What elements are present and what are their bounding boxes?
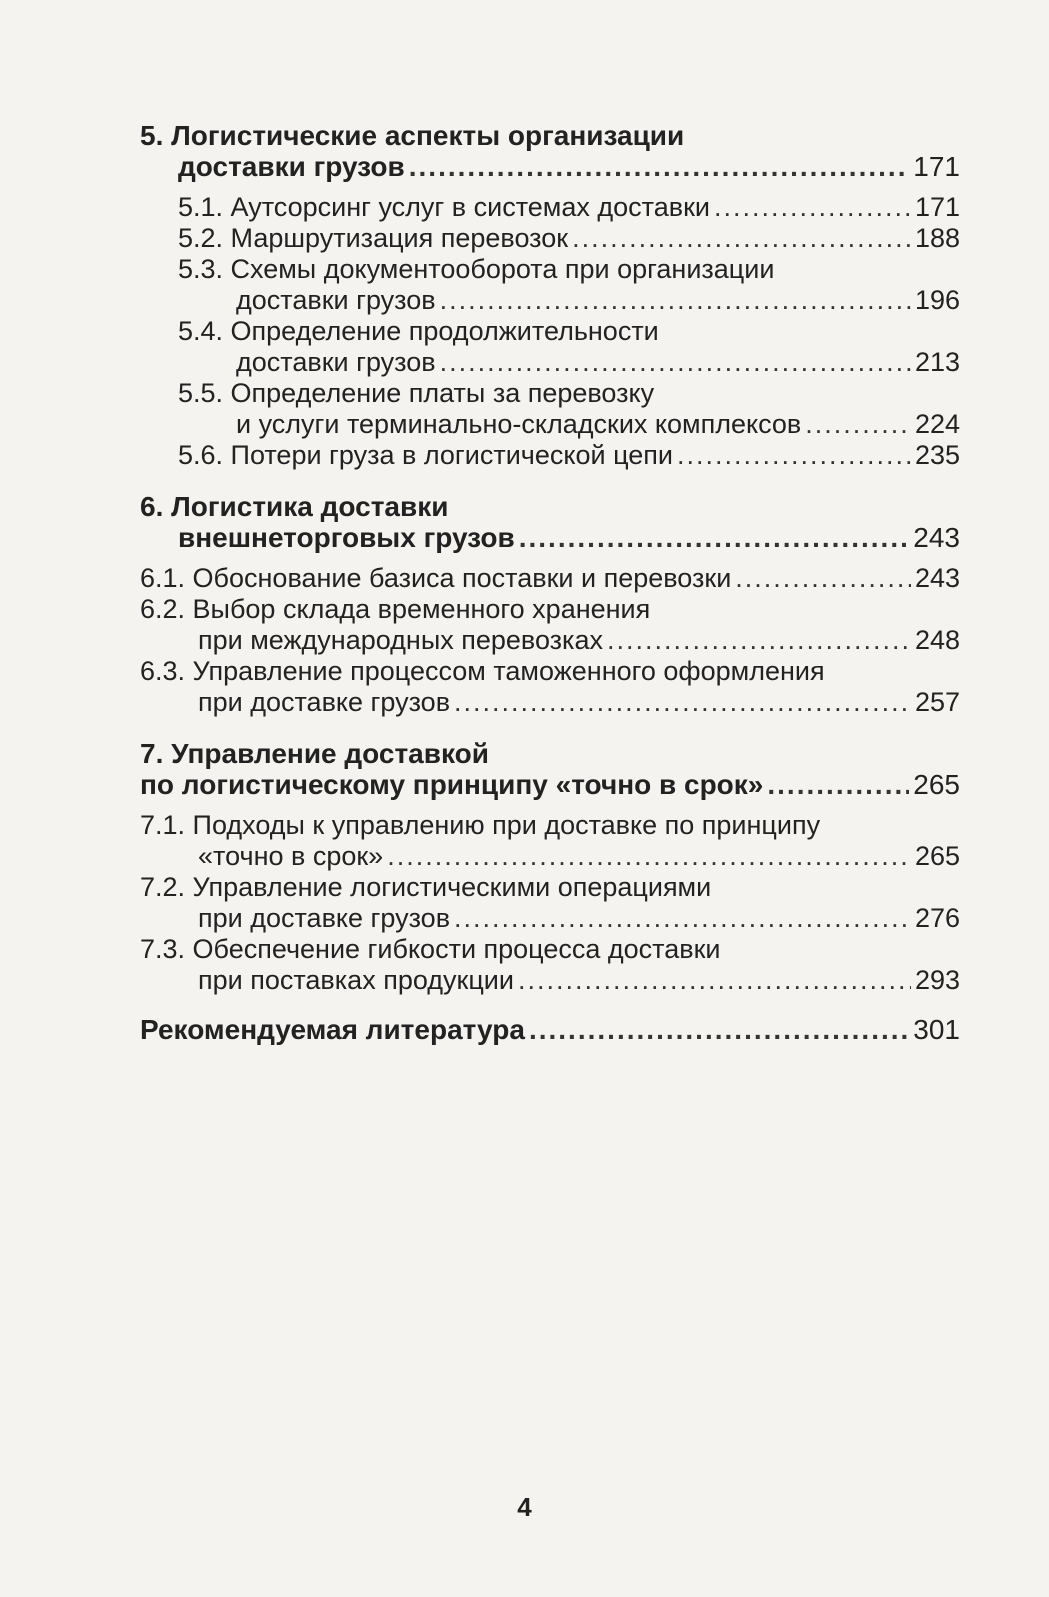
toc-entry (140, 872, 960, 903)
section-title-line (140, 120, 960, 151)
entry-title: 6.3. Управление процессом таможенного оформления (140, 656, 825, 686)
section-title: доставки грузов (178, 151, 405, 182)
page-number: 4 (517, 1492, 532, 1522)
entry-title: 5.4. Определение продолжительности (178, 316, 659, 346)
entry-title: 6.1. Обоснование базиса поставки и перевозки (140, 563, 732, 593)
leader-dots (387, 841, 911, 872)
leader-dots (409, 151, 910, 182)
toc-entry-cont (140, 347, 960, 378)
page-ref: 224 (914, 409, 960, 439)
leader-dots (454, 903, 911, 934)
toc-entry (140, 254, 960, 285)
entry-title: 5.2. Маршрутизация перевозок (178, 223, 569, 253)
section-title-line (140, 491, 960, 522)
table-of-contents (140, 120, 960, 1045)
page-ref: 293 (914, 965, 960, 995)
toc-entry (140, 810, 960, 841)
toc-entry (140, 440, 960, 471)
section-title: внешнеторговых грузов (178, 522, 515, 553)
entry-title: при международных перевозках (198, 625, 603, 655)
entry-title: доставки грузов (236, 285, 436, 315)
leader-dots (607, 625, 911, 656)
entry-title: 5.1. Аутсорсинг услуг в системах доставки (178, 192, 710, 222)
entry-title: при доставке грузов (198, 687, 451, 717)
leader-dots (519, 522, 910, 553)
toc-entry-cont (140, 965, 960, 996)
toc-entry-cont (140, 409, 960, 440)
leader-dots (529, 1014, 909, 1045)
leader-dots (572, 223, 911, 254)
toc-entry-cont (140, 285, 960, 316)
section-title: по логистическому принципу «точно в срок» (140, 769, 764, 800)
toc-entry-cont (140, 687, 960, 718)
page-ref: 243 (914, 563, 960, 593)
page-ref: 265 (913, 769, 960, 800)
page-ref: 235 (914, 440, 960, 470)
page-ref: 265 (914, 841, 960, 871)
toc-entry (140, 934, 960, 965)
page-ref: 213 (914, 347, 960, 377)
page-ref: 257 (914, 687, 960, 717)
section-title-line (140, 151, 960, 182)
entry-title: 6.2. Выбор склада временного хранения (140, 594, 651, 624)
toc-entry (140, 223, 960, 254)
page-ref: 196 (914, 285, 960, 315)
page-ref: 301 (913, 1014, 960, 1045)
entry-title: 5.3. Схемы документооборота при организации (178, 254, 775, 284)
entry-title: доставки грузов (236, 347, 436, 377)
section-title: 6. Логистика доставки (140, 491, 449, 522)
page-ref: 276 (914, 903, 960, 933)
toc-entry-cont (140, 903, 960, 934)
toc-entry (140, 316, 960, 347)
entry-title: «точно в срок» (198, 841, 384, 871)
leader-dots (440, 285, 911, 316)
leader-dots (767, 769, 909, 800)
toc-entry (140, 594, 960, 625)
toc-entry (140, 378, 960, 409)
toc-entry (140, 192, 960, 223)
entry-title: 7.3. Обеспечение гибкости процесса доставки (140, 934, 721, 964)
leader-dots (805, 409, 911, 440)
entry-title: 5.6. Потери груза в логистической цепи (178, 440, 673, 470)
page-ref: 188 (914, 223, 960, 253)
entry-title: при доставке грузов (198, 903, 451, 933)
leader-dots (735, 563, 911, 594)
leader-dots (518, 965, 911, 996)
toc-entry-cont (140, 841, 960, 872)
literature-title: Рекомендуемая литература (140, 1014, 525, 1045)
toc-entry-cont (140, 625, 960, 656)
leader-dots (677, 440, 911, 471)
leader-dots (454, 687, 911, 718)
section-title-line (140, 522, 960, 553)
section-title: 7. Управление доставкой (140, 738, 489, 769)
entry-title: 5.5. Определение платы за перевозку (178, 378, 655, 408)
section-title-line (140, 769, 960, 800)
page-ref: 243 (913, 522, 960, 553)
leader-dots (714, 192, 911, 223)
leader-dots (440, 347, 911, 378)
entry-title: при поставках продукции (198, 965, 514, 995)
toc-entry (140, 656, 960, 687)
toc-entry (140, 563, 960, 594)
entry-title: 7.1. Подходы к управлению при доставке по принципу (140, 810, 821, 840)
entry-title: и услуги терминально-складских комплексов (236, 409, 802, 439)
page-ref: 248 (914, 625, 960, 655)
entry-title: 7.2. Управление логистическими операциями (140, 872, 712, 902)
page-ref: 171 (913, 151, 960, 182)
page-ref: 171 (914, 192, 960, 222)
section-title-line (140, 738, 960, 769)
section-title: 5. Логистические аспекты организации (140, 120, 685, 151)
literature-entry (140, 1014, 960, 1045)
